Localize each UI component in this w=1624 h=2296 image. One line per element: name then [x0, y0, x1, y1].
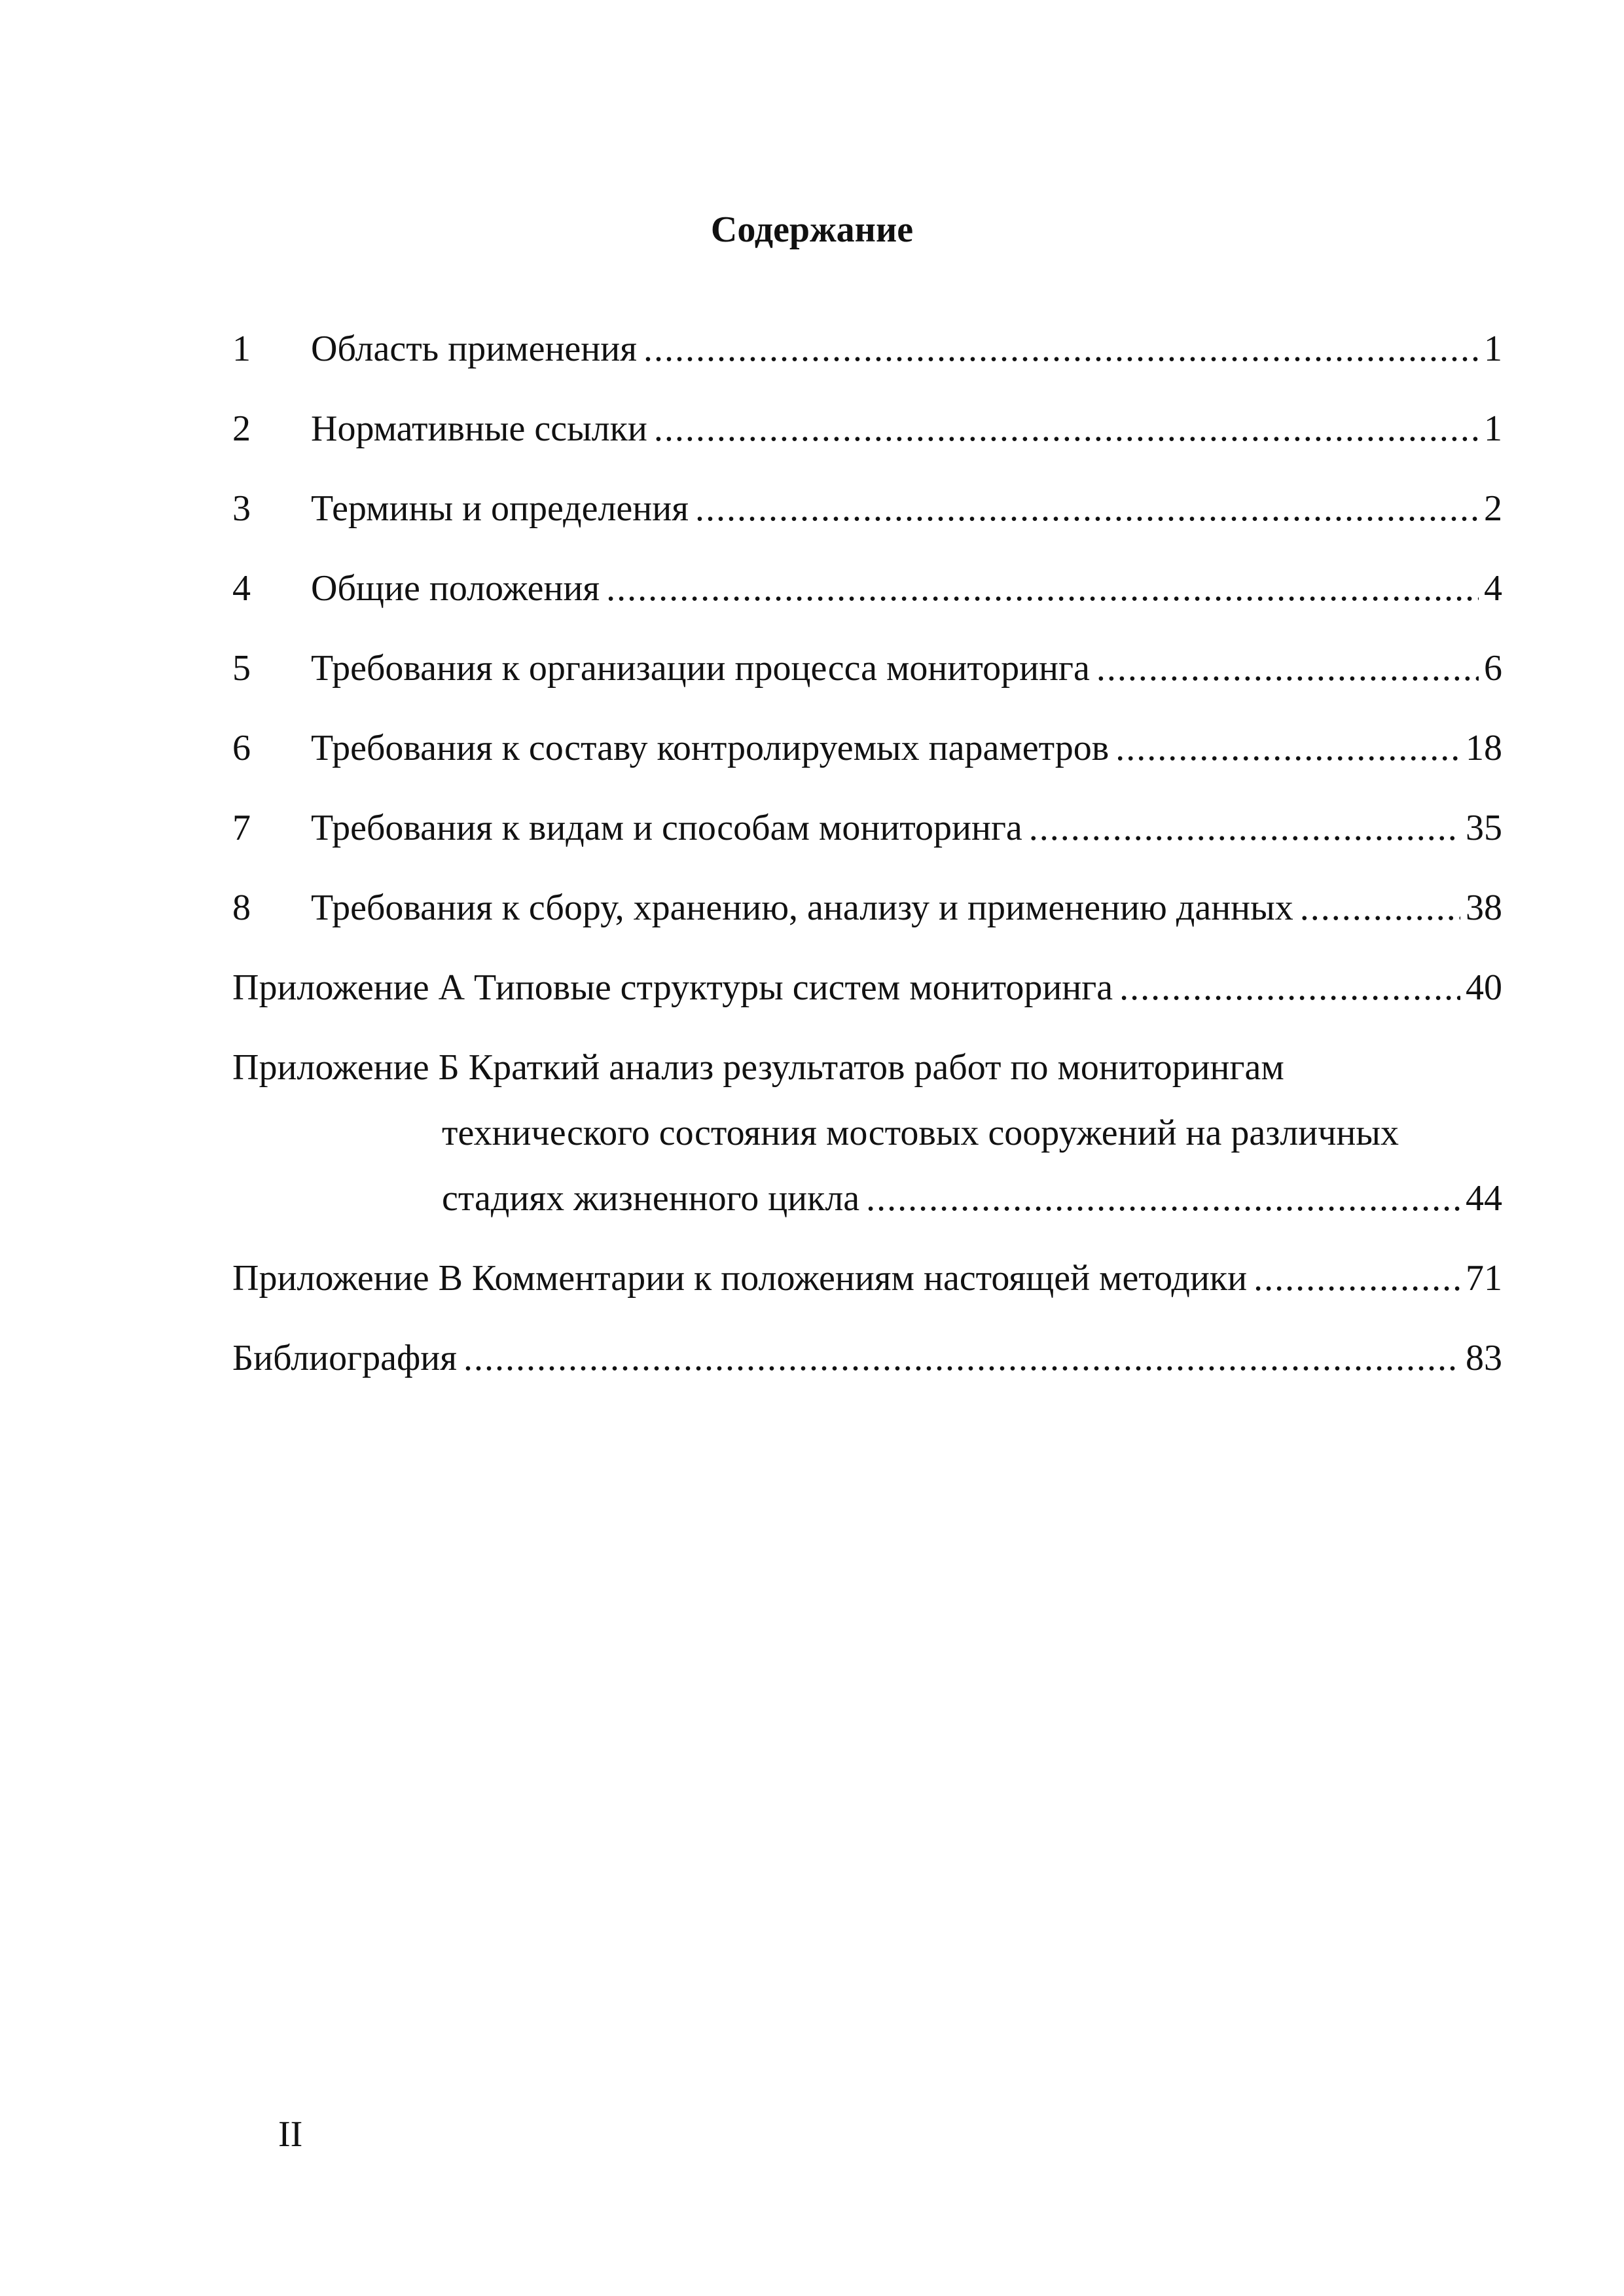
toc-entry[interactable]	[232, 565, 1502, 645]
dot-leader	[1119, 964, 1460, 1011]
toc-appendix-b-line-3[interactable]	[232, 1175, 1502, 1255]
toc-appendix-a[interactable]	[232, 964, 1502, 1044]
dot-leader	[1115, 725, 1460, 772]
dot-leader	[1300, 884, 1460, 931]
toc-entry-title: Общие положения	[311, 568, 600, 609]
toc-entry-page: 83	[1466, 1338, 1502, 1378]
toc-entry[interactable]	[232, 405, 1502, 485]
dot-leader	[1029, 804, 1460, 852]
toc-entry[interactable]	[232, 884, 1502, 964]
toc-appendix-c[interactable]	[232, 1255, 1502, 1335]
toc-entry-page: 4	[1484, 568, 1502, 609]
toc-entry[interactable]	[232, 725, 1502, 804]
toc-entry-number: 2	[232, 408, 251, 449]
toc-appendix-b-line-2[interactable]	[232, 1109, 1502, 1175]
toc-entry-page: 6	[1484, 648, 1502, 689]
toc-entry[interactable]	[232, 325, 1502, 405]
dot-leader	[606, 565, 1479, 612]
dot-leader	[1096, 645, 1479, 692]
toc-entry-title: Требования к организации процесса мониторинга	[311, 648, 1090, 689]
toc-entry[interactable]	[232, 485, 1502, 565]
toc-entry-title: Требования к видам и способам мониторинга	[311, 808, 1022, 848]
toc-entry-title: Библиография	[232, 1338, 457, 1378]
toc-entry-number: 7	[232, 808, 251, 848]
toc-entry-title-continued: технического состояния мостовых сооружений на различных	[442, 1113, 1399, 1153]
toc-entry-title-continued: стадиях жизненного цикла	[442, 1178, 860, 1219]
toc-entry-number: 5	[232, 648, 251, 689]
toc-entry-page: 71	[1466, 1258, 1502, 1299]
toc-entry-title: Приложение Б Краткий анализ результатов работ по мониторингам	[232, 1047, 1284, 1088]
toc-entry-page: 1	[1484, 329, 1502, 369]
toc-entry-page: 44	[1466, 1178, 1502, 1219]
toc-entry-number: 3	[232, 488, 251, 529]
toc-entry-title: Приложение А Типовые структуры систем мониторинга	[232, 967, 1113, 1008]
toc-entry-page: 38	[1466, 888, 1502, 928]
page-number: II	[278, 2114, 303, 2155]
dot-leader	[463, 1335, 1460, 1382]
dot-leader	[1254, 1255, 1460, 1302]
toc-entry-page: 35	[1466, 808, 1502, 848]
dot-leader	[695, 485, 1479, 532]
toc-bibliography[interactable]	[232, 1335, 1502, 1414]
toc-entry-number: 6	[232, 728, 251, 768]
dot-leader	[643, 325, 1479, 372]
toc-entry[interactable]	[232, 804, 1502, 884]
toc-entry-title: Термины и определения	[311, 488, 689, 529]
toc-entry-number: 1	[232, 329, 251, 369]
toc-entry-page: 18	[1466, 728, 1502, 768]
toc-entry-title: Требования к составу контролируемых параметров	[311, 728, 1110, 768]
table-of-contents	[232, 325, 1502, 1414]
toc-entry[interactable]	[232, 645, 1502, 725]
toc-entry-page: 2	[1484, 488, 1502, 529]
toc-entry-title: Требования к сбору, хранению, анализу и применению данных	[311, 888, 1293, 928]
toc-appendix-b-line-1[interactable]	[232, 1044, 1502, 1109]
toc-entry-title: Область применения	[311, 329, 637, 369]
toc-entry-title: Нормативные ссылки	[311, 408, 647, 449]
toc-entry-page: 1	[1484, 408, 1502, 449]
page-title: Содержание	[710, 209, 914, 250]
toc-entry-page: 40	[1466, 967, 1502, 1008]
toc-entry-title: Приложение В Комментарии к положениям настоящей методики	[232, 1258, 1248, 1299]
dot-leader	[654, 405, 1479, 452]
dot-leader	[866, 1175, 1460, 1222]
toc-entry-number: 8	[232, 888, 251, 928]
toc-entry-number: 4	[232, 568, 251, 609]
